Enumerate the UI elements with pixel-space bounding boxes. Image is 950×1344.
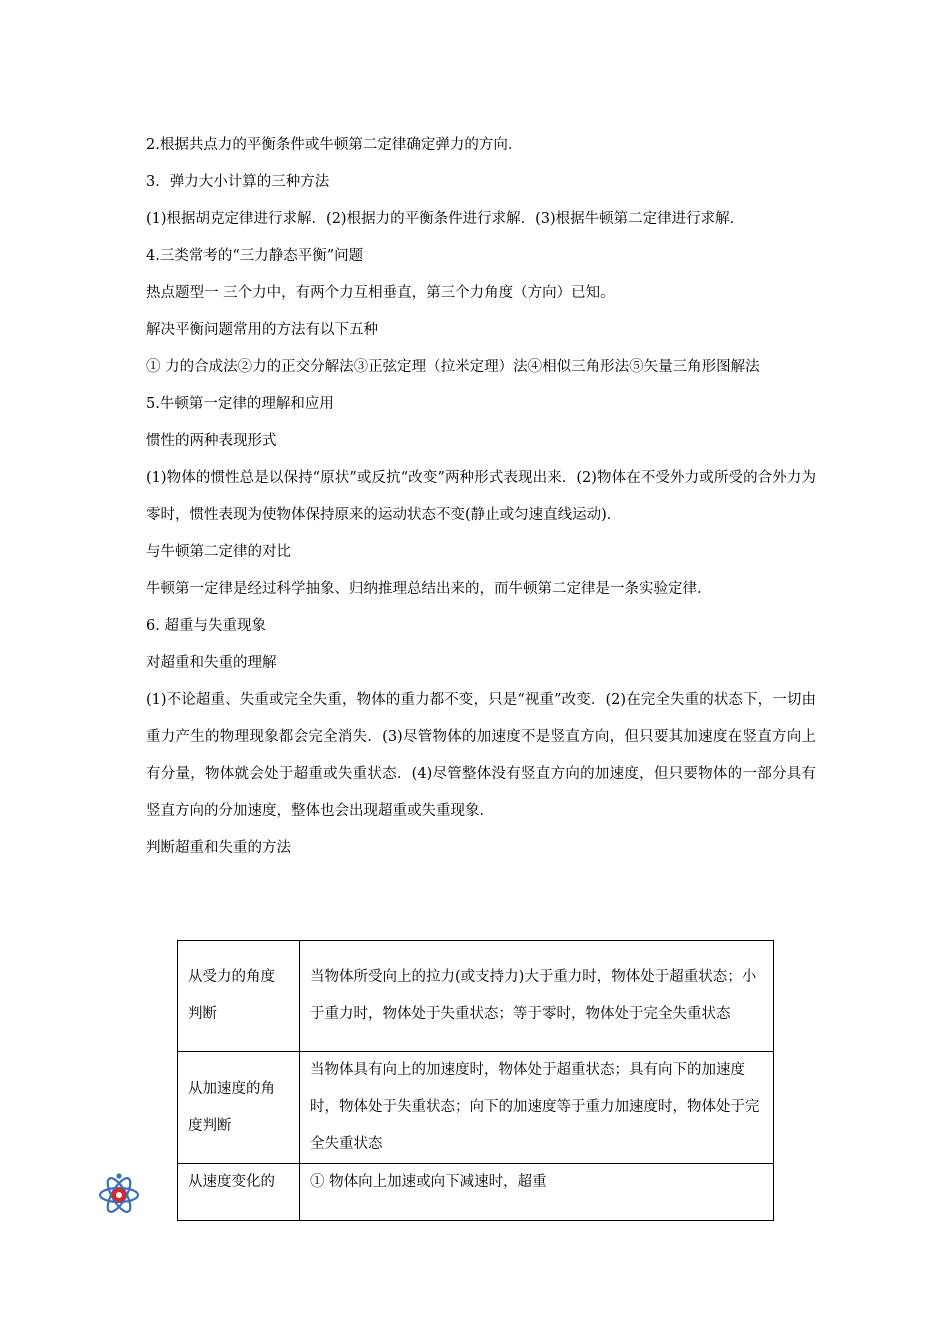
table-row-label: 从加速度的角度判断: [178, 1052, 300, 1164]
line-9: 惯性的两种表现形式: [146, 433, 277, 449]
table-row-content: ① 物体向上加速或向下减速时，超重: [300, 1164, 774, 1221]
line-12: 牛顿第一定律是经过科学抽象、归纳推理总结出来的，而牛顿第二定律是一条实验定律．: [146, 581, 712, 597]
document-body: [146, 127, 816, 867]
line-3: (1)根据胡克定律进行求解．(2)根据力的平衡条件进行求解．(3)根据牛顿第二定律进行求解．: [146, 211, 745, 227]
overweight-paragraph: (1)不论超重、失重或完全失重，物体的重力都不变，只是“视重”改变．(2)在完全失重的状态下，一切由重力产生的物理现象都会完全消失．(3)尽管物体的加速度不是竖直方向，但只要其加速度在竖直方向上有分量，物体就会处于超重或失重状态．(4)尽管整体没有竖直方向的加速度，但只要物体的一部分具有竖直方向的分加速度，整体也会出现超重或失重现象．: [146, 692, 816, 819]
table-row: [178, 1052, 774, 1164]
section-4-heading: 4.三类常考的“三力静态平衡”问题: [146, 248, 364, 264]
section-5-heading: 5.牛顿第一定律的理解和应用: [146, 396, 334, 412]
table-row-label: 从受力的角度判断: [178, 941, 300, 1052]
table-row-content: 当物体具有向上的加速度时，物体处于超重状态；具有向下的加速度时，物体处于失重状态；向下的加速度等于重力加速度时，物体处于完全失重状态: [300, 1052, 774, 1164]
atom-logo-icon: [98, 1172, 140, 1218]
line-6: 解决平衡问题常用的方法有以下五种: [146, 322, 378, 338]
inertia-paragraph: (1)物体的惯性总是以保持“原状”或反抗“改变”两种形式表现出来．(2)物体在不受外力或所受的合外力为零时，惯性表现为使物体保持原来的运动状态不变(静止或匀速直线运动)．: [146, 470, 816, 523]
table-row: [178, 941, 774, 1052]
table-row-content: 当物体所受向上的拉力(或支持力)大于重力时，物体处于超重状态；小于重力时，物体处于失重状态；等于零时，物体处于完全失重状态: [300, 941, 774, 1052]
line-11: 与牛顿第二定律的对比: [146, 544, 291, 560]
table-row-label: 从速度变化的: [178, 1164, 300, 1221]
methods-list: ① 力的合成法②力的正交分解法③正弦定理（拉米定理）法④相似三角形法⑤矢量三角形图解法: [146, 359, 760, 375]
line-5: 热点题型一 三个力中，有两个力互相垂直，第三个力角度（方向）已知。: [146, 285, 615, 301]
table-row: [178, 1164, 774, 1221]
line-1: 2.根据共点力的平衡条件或牛顿第二定律确定弹力的方向．: [146, 137, 523, 153]
line-14: 对超重和失重的理解: [146, 655, 277, 671]
judgement-table: [177, 940, 774, 1221]
line-16: 判断超重和失重的方法: [146, 840, 291, 856]
section-3-heading: 3．弹力大小计算的三种方法: [146, 174, 330, 190]
section-6-heading: 6. 超重与失重现象: [146, 618, 266, 634]
